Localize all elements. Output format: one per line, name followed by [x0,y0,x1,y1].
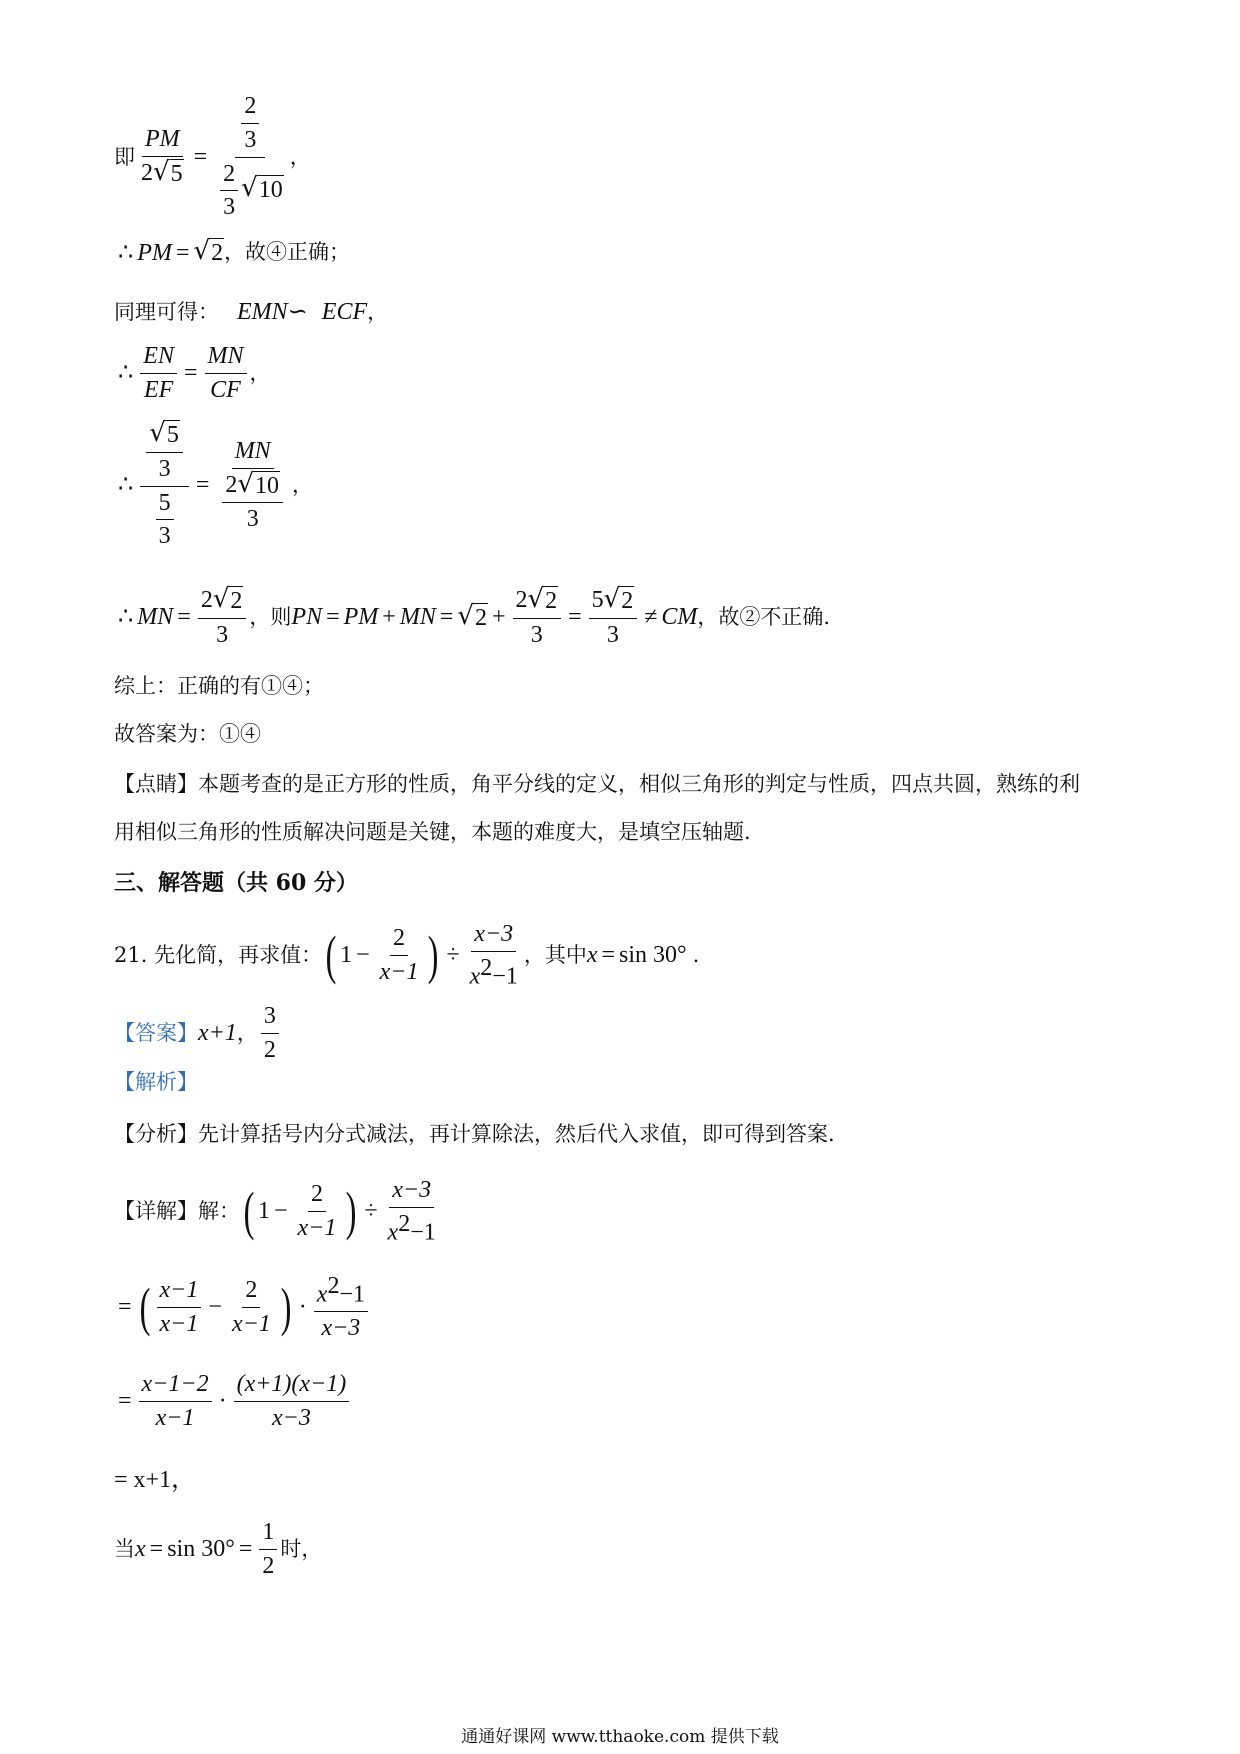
complex-fraction: $\frac{2}{3}$ $\frac{2}{3}$ √ 10 [214,92,287,222]
section-heading: 三、解答题（共 60 分） [114,870,358,896]
equation-en-ef: ∴ $\frac{EN}{EF}$ = $\frac{MN}{CF}$ ， [118,343,271,403]
sqrt: √ 2 [457,600,487,631]
complex-fraction: √ 5 3 $\frac{5}{3}$ [140,420,189,551]
sqrt: √ 2 [527,584,558,614]
sqrt: √ 2 [603,584,634,614]
sqrt: √ 5 [153,157,183,188]
equation-mn-solve: ∴ √ 5 3 $\frac{5}{3}$ = MN 2 √ 10 3 ， [118,418,313,550]
answer-line: 故答案为：①④ [114,722,261,746]
solution-step-1: = ( $\frac{x-1}{x-1}$ − $\frac{2}{x-1}$ ) · $\frac{x^2-1}{x-3}$ [114,1272,371,1343]
analysis-label: 【解析】 [114,1070,198,1094]
sqrt: √ 10 [241,173,283,204]
question-21: 21. 先化简，再求值： ( 1 − $\frac{2}{x-1}$ ) ÷ $\frac{x-3}{x^2-1}$ ，其中 x = sin 30° . [114,921,700,990]
equation-pm-ratio: 即 PM 2 √ 5 = $\frac{2}{3}$ $\frac{2}{3}$ √ 10 ， [114,93,311,221]
summary-line: 综上：正确的有①④； [114,674,324,698]
lead-text: 即 [114,144,135,169]
comment-line-2: 用相似三角形的性质解决问题是关键，本题的难度大，是填空压轴题. [114,820,751,844]
sqrt: √ 2 [212,584,243,614]
equation-pn: ∴ MN = 2 √ 2 3 ，则 PN = PM + MN = √ 2 + 2 √ 2 3 = 5 √ 2 3 ≠ CM ，故②不正确. [118,584,831,648]
sqrt: √ 10 [237,468,279,499]
answer-row: 【答案】 x+1 ， $\frac{3}{2}$ [114,1002,282,1065]
similar-triangles-line: 同理可得： EMN ∽ ECF ， [114,299,389,325]
solution-step-3: = x+1， [114,1467,196,1493]
analysis-text: 【分析】先计算括号内分式减法，再计算除法，然后代入求值，即可得到答案. [114,1122,835,1146]
complex-fraction: MN 2 √ 10 3 [216,437,289,534]
fraction-pm: PM 2 √ 5 [141,126,183,188]
page-footer: 通通好课网 www.tthaoke.com 提供下载 [461,1727,779,1747]
substitution-line: 当 x = sin 30° = $\frac{1}{2}$ 时， [114,1519,323,1579]
solution-step-2: = $\frac{x-1-2}{x-1}$ · $\frac{(x+1)(x-1)}{x-3}$ [114,1370,352,1433]
answer-label: 【答案】 [114,1020,198,1045]
comment-line-1: 【点睛】本题考查的是正方形的性质，角平分线的定义，相似三角形的判定与性质，四点共圆，熟练的利 [114,772,1080,796]
solution-start: 【详解】解： ( 1 − $\frac{2}{x-1}$ ) ÷ $\frac{x-3}{x^2-1}$ [114,1177,436,1246]
sqrt: √ 2 [193,236,224,266]
equation-pm-value: ∴ PM = √ 2 ，故④正确； [118,236,351,266]
sqrt: √ 5 [149,418,179,448]
